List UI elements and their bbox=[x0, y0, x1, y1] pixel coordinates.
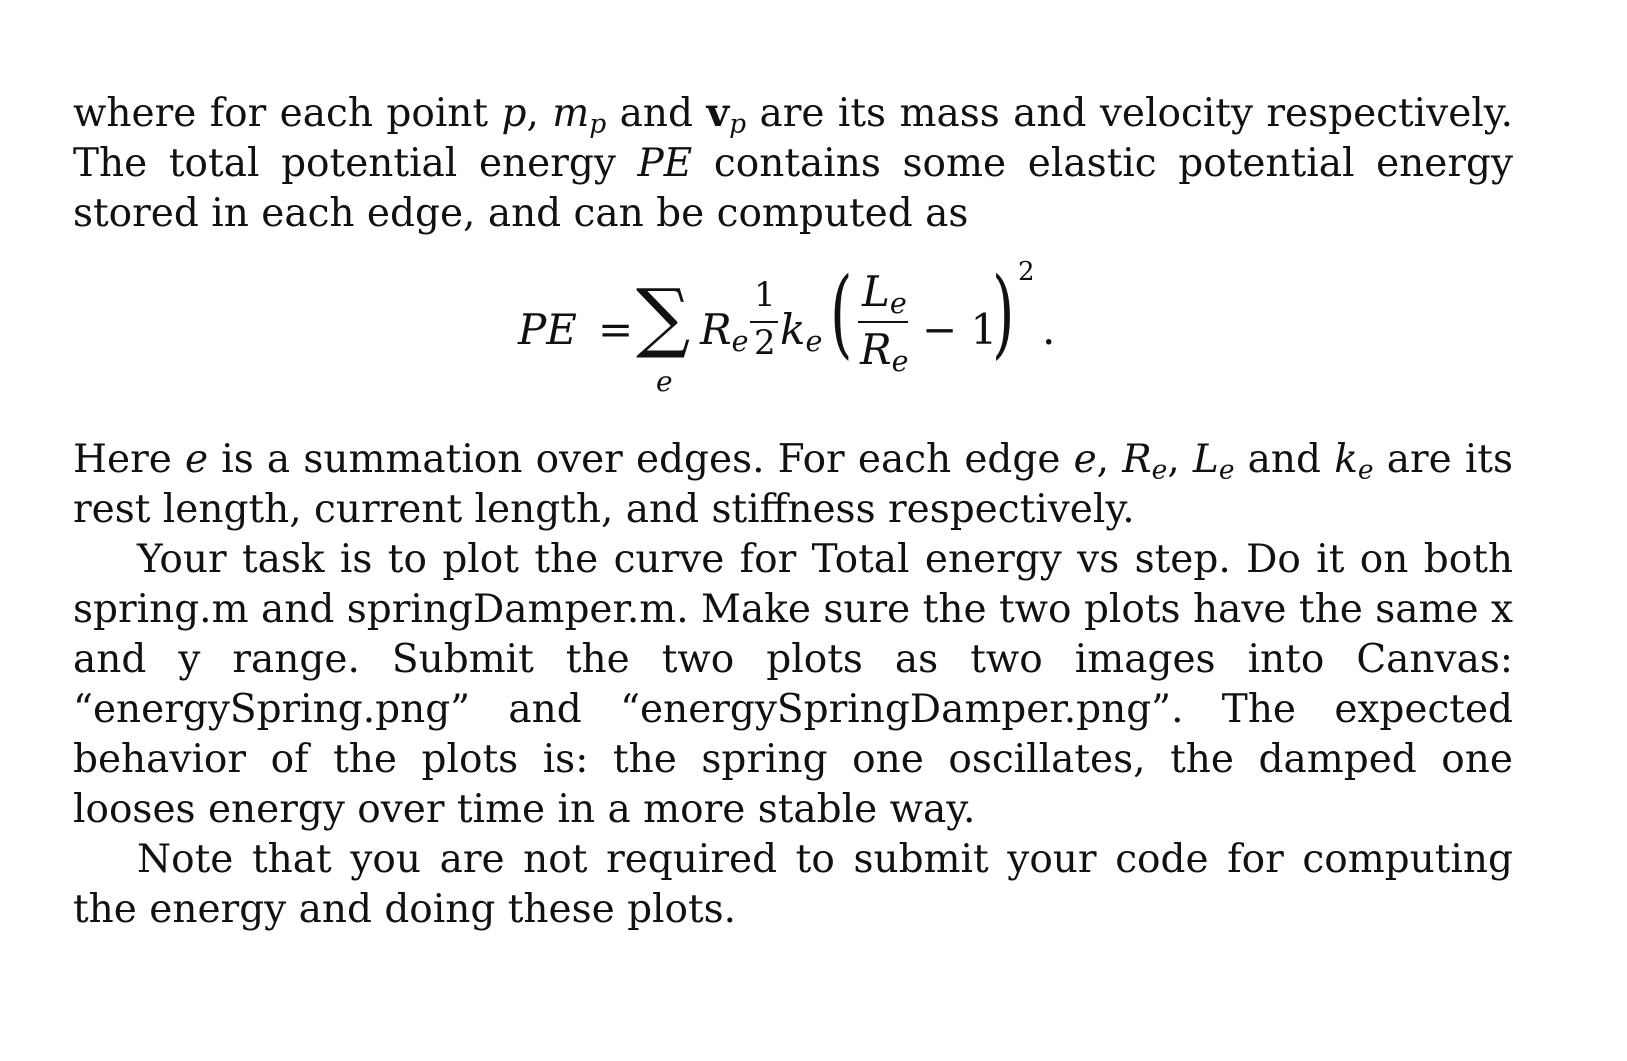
eq-lhs-PE: PE bbox=[518, 305, 577, 354]
math-subscript: e bbox=[889, 286, 907, 321]
math-subscript: e bbox=[731, 324, 749, 359]
math-subscript: e bbox=[805, 324, 823, 359]
text-span: Here bbox=[73, 437, 185, 482]
math-Re bbox=[1122, 437, 1168, 486]
math-L: L bbox=[1192, 437, 1219, 482]
eq-ratio-fraction-bar bbox=[858, 321, 908, 323]
math-k: k bbox=[780, 305, 806, 354]
document-page bbox=[73, 88, 1513, 935]
math-v-bold: v bbox=[706, 90, 730, 136]
paragraph-task: Your task is to plot the curve for Total energy vs step. Do it on both spring.m and springDamper.m. Make sure the two plots have the same x and y range. Submit the two plots as two images into Canvas: “energySpring.png” and “energySpringDamper.png”. The expected behavior of the plots is: the spring one oscillates, the damped one looses energy over time in a more stable way. bbox=[73, 537, 1513, 832]
eq-left-paren: ( bbox=[830, 257, 853, 369]
eq-half-numerator: 1 bbox=[754, 275, 776, 315]
eq-half-denominator: 2 bbox=[754, 323, 776, 363]
eq-minus-one: − 1 bbox=[922, 305, 998, 354]
sigma-icon: ∑ bbox=[636, 272, 691, 361]
eq-period: . bbox=[1042, 305, 1056, 354]
text-span: are its rest length, current length, and stiffness respectively. bbox=[73, 437, 1513, 532]
eq-exponent: 2 bbox=[1018, 257, 1035, 287]
eq-sum-index: e bbox=[656, 365, 673, 398]
math-L: L bbox=[862, 267, 890, 316]
text-span: contains some elastic potential energy stored in each edge, and can be computed as bbox=[73, 141, 1514, 236]
math-R: R bbox=[700, 305, 732, 354]
text-span: and bbox=[1234, 437, 1335, 482]
text-span: where for each point bbox=[73, 91, 502, 136]
math-subscript: e bbox=[891, 344, 909, 379]
math-Le bbox=[1192, 437, 1235, 486]
math-mp bbox=[552, 91, 607, 140]
math-k: k bbox=[1334, 437, 1358, 482]
eq-equals: = bbox=[598, 305, 634, 354]
eq-right-paren: ) bbox=[992, 257, 1015, 369]
math-R: R bbox=[1122, 437, 1152, 482]
math-subscript: e bbox=[1151, 454, 1168, 486]
eq-Re-den bbox=[860, 325, 909, 379]
text-span: are its mass and velocity respectively. The total potential energy bbox=[73, 91, 1513, 186]
math-e: e bbox=[1073, 437, 1097, 482]
equation-row bbox=[518, 257, 1138, 417]
math-R: R bbox=[860, 325, 892, 374]
text-span: , bbox=[1096, 437, 1123, 482]
eq-Le bbox=[862, 267, 907, 321]
paragraph-energy-intro bbox=[73, 88, 1513, 239]
paragraph-note: Note that you are not required to submit your code for computing the energy and doing these plots. bbox=[73, 837, 1513, 932]
math-vp bbox=[706, 90, 747, 140]
eq-Re bbox=[700, 305, 749, 359]
math-p: p bbox=[501, 91, 527, 136]
potential-energy-equation bbox=[73, 257, 1513, 417]
math-subscript: e bbox=[1357, 454, 1374, 486]
math-subscript: p bbox=[589, 108, 607, 140]
math-subscript: e bbox=[1218, 454, 1235, 486]
math-PE: PE bbox=[637, 141, 693, 186]
math-e: e bbox=[184, 437, 209, 482]
paragraph-summation-explanation bbox=[73, 435, 1513, 535]
math-subscript: p bbox=[729, 108, 747, 140]
math-m: m bbox=[552, 91, 590, 136]
math-ke bbox=[1334, 437, 1374, 486]
text-span: and bbox=[606, 91, 707, 136]
text-span: is a summation over edges. For each edge bbox=[208, 437, 1074, 482]
eq-ke bbox=[780, 305, 823, 359]
text-span: , bbox=[1167, 437, 1193, 482]
text-span: , bbox=[526, 91, 553, 136]
